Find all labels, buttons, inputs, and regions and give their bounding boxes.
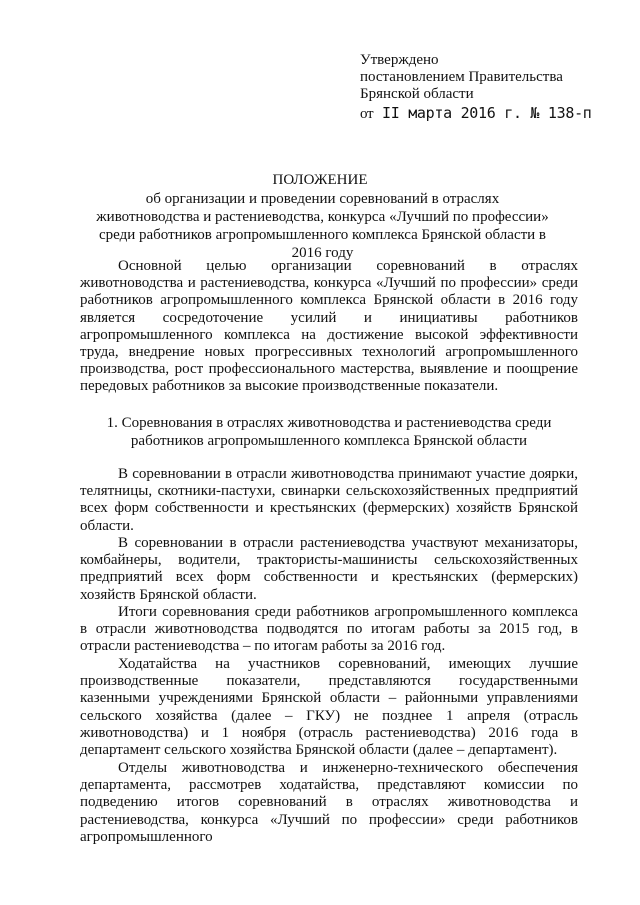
section-1-paragraph-2: В соревновании в отрасли растениеводства участвуют механизаторы, комбайнеры, водители, трактористы-машинисты сельскохозяйственных предприятий всех форм собственности и крестьянских (фермерских) хозяйств Брянской области.	[80, 535, 578, 603]
intro-paragraph: Основной целью организации соревнований в отраслях животноводства и растениеводства, конкурса «Лучший по профессии» среди работников агропромышленного комплекса Брянской области в 2016 году является сосредоточение усилий и инициативы работников агропромышленного комплекса на достижение высокой эффективности труда, внедрение новых прогрессивных технологий агропромышленного производства, рост профессионального мастерства, выявление и поощрение передовых работников за высокие производственные показатели.	[80, 258, 578, 395]
section-1-paragraph-4: Ходатайства на участников соревнований, имеющих лучшие производственные показатели, представляются государственными казенными учреждениями Брянской области – районными управлениями сельского хозяйства (далее – ГКУ) не позднее 1 апреля (отрасль животноводства) и 1 ноября (отрасль растениеводства) 2016 года в департамент сельского хозяйства Брянской области (далее – департамент).	[80, 656, 578, 759]
document-subtitle: об организации и проведении соревнований в отраслях животноводства и растениеводства, конкурса «Лучший по профессии» среди работников агропромышленного комплекса Брянской области в 2016 году	[96, 191, 549, 261]
section-1-paragraph-5: Отделы животноводства и инженерно-технического обеспечения департамента, рассмотрев ходатайства, представляют комиссии по подведению итогов соревнований в отраслях животноводства и растениеводства, конкурса «Лучший по профессии» среди работников агропромышленного	[80, 760, 578, 845]
approval-date-line	[360, 105, 592, 123]
section-1-heading: 1. Соревнования в отраслях животноводства и растениеводства среди работников агропромышленного комплекса Брянской области	[106, 415, 552, 449]
document-title: ПОЛОЖЕНИЕ	[272, 172, 368, 188]
approval-date-value: II марта 2016 г. № 138-п	[382, 104, 592, 122]
approval-line-resolution: постановлением Правительства	[360, 69, 563, 85]
section-1-paragraph-3: Итоги соревнования среди работников агропромышленного комплекса в отрасли животноводства подводятся по итогам работы за 2015 год, в отрасли растениеводства – по итогам работы за 2016 год.	[80, 604, 578, 655]
approval-date-prefix: от	[360, 106, 374, 122]
section-1-paragraph-1: В соревновании в отрасли животноводства принимают участие доярки, телятницы, скотники-пастухи, свинарки сельскохозяйственных предприятий всех форм собственности и крестьянских (фермерских) хозяйств Брянской области.	[80, 466, 578, 534]
approval-line-approved: Утверждено	[360, 52, 439, 68]
approval-line-region: Брянской области	[360, 86, 474, 102]
approval-stamp	[360, 52, 592, 123]
